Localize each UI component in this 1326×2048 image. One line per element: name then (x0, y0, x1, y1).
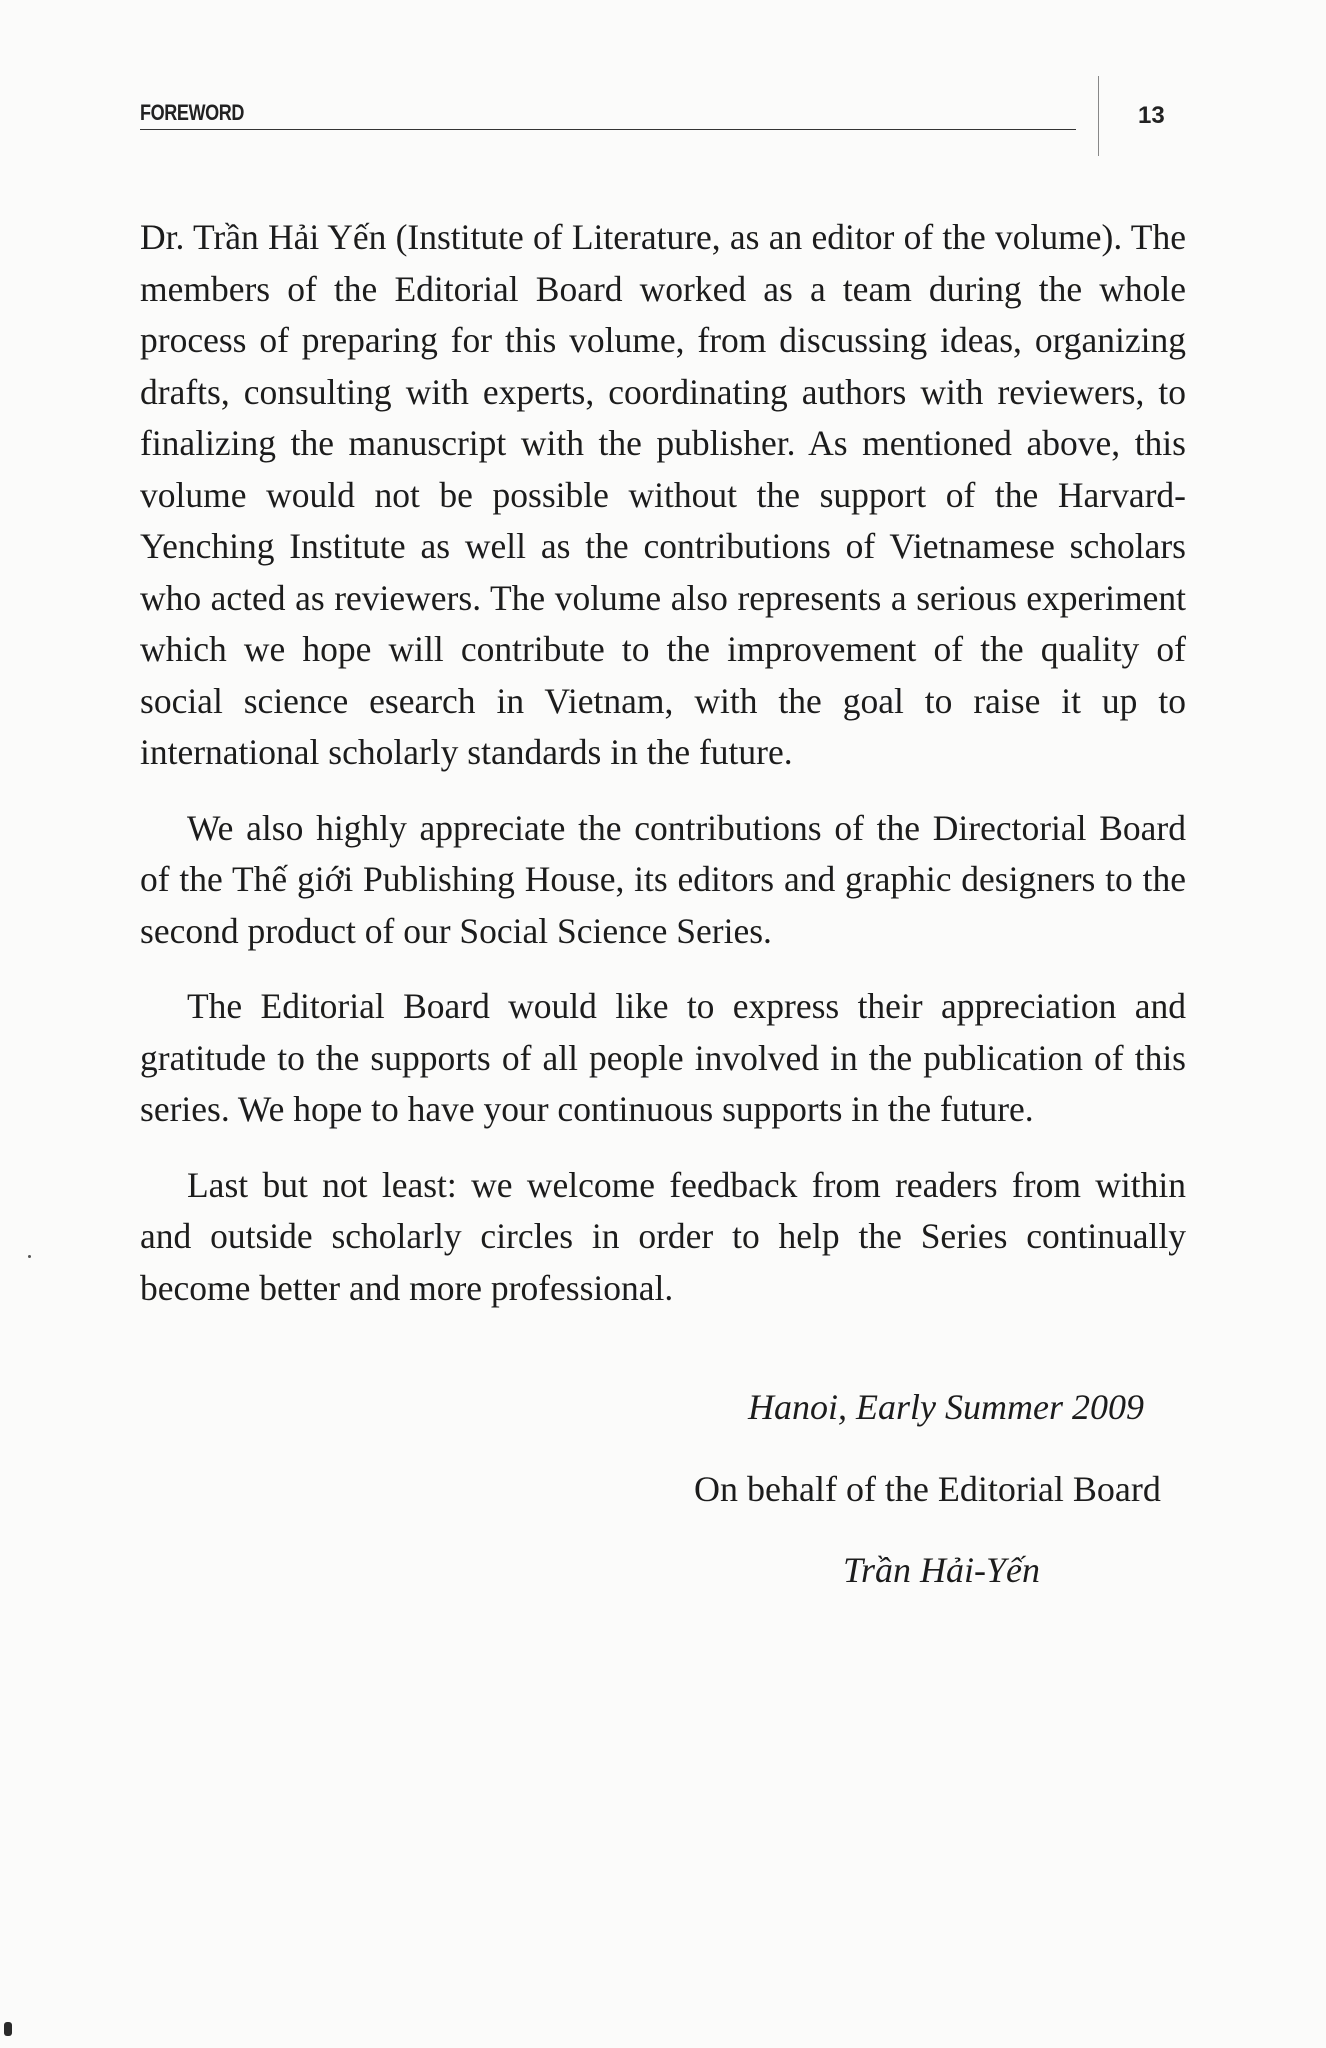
running-head: FOREWORD (140, 100, 244, 125)
print-speck (28, 1255, 31, 1258)
closing-signatory: Trần Hải-Yến (843, 1550, 1041, 1590)
header-divider (1098, 76, 1099, 156)
paragraph-2: We also highly appreciate the contributions of the Directorial Board of the Thế giới Publishing House, its editors and graphic designers to the second product of our Social Science Series. (140, 807, 1186, 951)
page-header (140, 96, 1076, 136)
paragraph-3: The Editorial Board would like to express their appreciation and gratitude to the supports of all people involved in the publication of this series. We hope to have your continuous supports in the future. (140, 986, 1186, 1129)
page-number: 13 (1138, 102, 1165, 129)
paragraph-1: Dr. Trần Hải Yến (Institute of Literature, as an editor of the volume). The members of the Editorial Board worked as a team during the whole process of preparing for this volume, from discussing ideas, organizing drafts, consulting with experts, coordinating authors with reviewers, to finalizing the manuscript with the publisher. As mentioned above, this volume would not be possible without the support of the Harvard-Yenching Institute as well as the contributions of Vietnamese scholars who acted as reviewers. The volume also represents a serious experiment which we hope will contribute to the improvement of the quality of social science esearch in Vietnam, with the goal to raise it up to international scholarly standards in the future. (140, 217, 1186, 772)
body-text (140, 212, 1186, 1338)
paragraph-4: Last but not least: we welcome feedback from readers from within and outside scholarly circles in order to help the Series continually become better and more professional. (140, 1164, 1186, 1308)
print-speck (4, 2022, 12, 2036)
closing-place-date: Hanoi, Early Summer 2009 (748, 1387, 1144, 1427)
closing-on-behalf: On behalf of the Editorial Board (694, 1469, 1161, 1509)
header-rule (140, 129, 1076, 130)
